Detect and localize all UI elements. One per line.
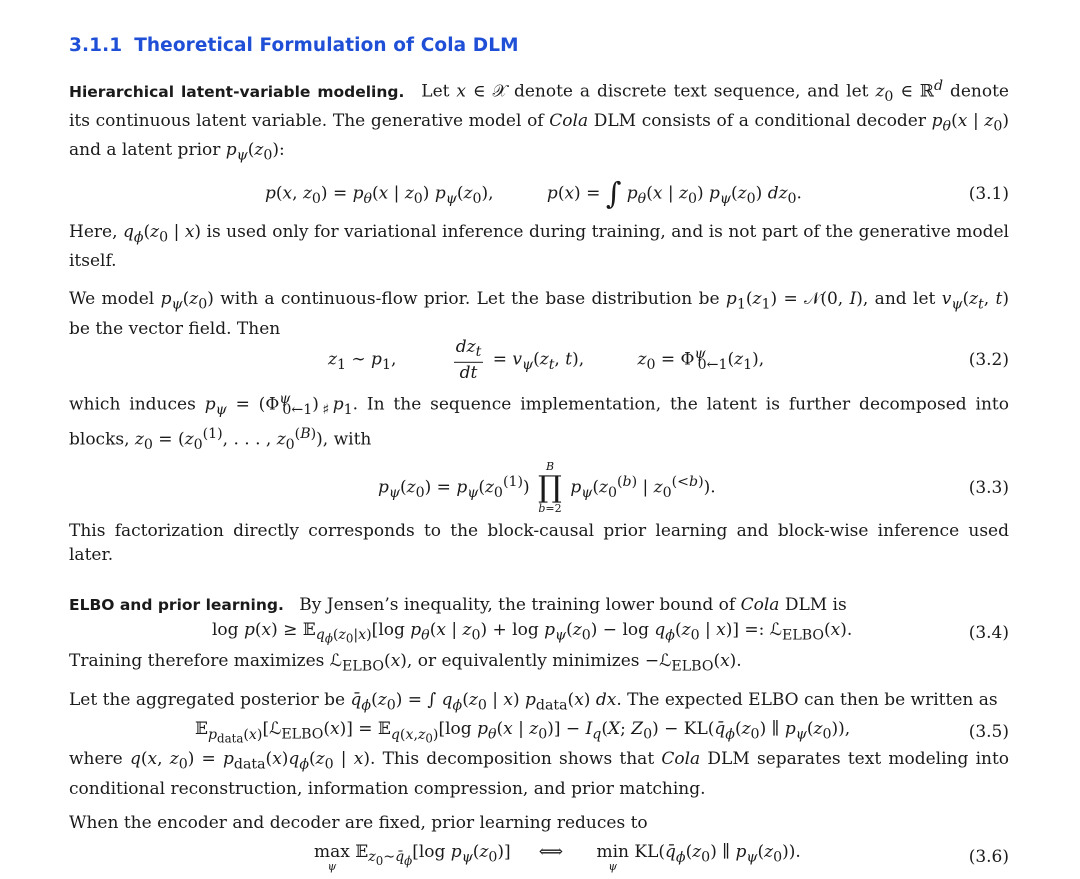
paper-page: [69, 30, 1009, 879]
paragraph-inference-note: Here, $q_\phi(z_0$ | x) is used only for variational inference during training, and is not part of the generative model itself.: [69, 221, 1009, 272]
paragraph-heading: ELBO and prior learning.: [69, 595, 284, 614]
section-title: Theoretical Formulation of Cola DLM: [134, 35, 519, 56]
equation-number: (3.5): [968, 722, 1009, 743]
equation-number: (3.3): [968, 477, 1009, 498]
equation-number: (3.1): [968, 183, 1009, 204]
paragraph-block-decomposition: which induces $p_\psi = (\Phi^\psi_{0\leftarrow 1})_♯p_1$. In the sequence implementation, the latent is further decomposed into blocks, $z_0 = (z_0^{(1)}$, . . . , $z_0^{(B)}$), with: [69, 390, 1009, 453]
paragraph-flow-prior: We model $p_\psi(z_0)$ with a continuous-flow prior. Let the base distribution be $p_1(z_1)$ = 𝒩(0, I), and let $v_\psi(z_t$, t) be the vector field. Then: [69, 289, 1010, 339]
equation-number: (3.6): [968, 846, 1009, 867]
equation-number: (3.2): [968, 349, 1009, 370]
paragraph-maximize: Training therefore maximizes ℒ$_{ELBO}$(x), or equivalently minimizes −ℒ$_{ELBO}$(x).: [69, 650, 742, 675]
equation-3-2: $z_1$ ∼ $p_1$, $\frac{dz_t}{dt}$ = $v_\psi(z_t$, t), $z_0 = \Phi^\psi_{0\leftarrow 1}(z_1)$, (3.2): [328, 336, 1009, 383]
equation-3-5: 𝔼$_{p_{data}(x)}$[ℒ$_{ELBO}$(x)] = 𝔼$_{q(x,z_0)}$[log $p_\theta(x$ | $z_0)] - I_q(X$; $Z_0$) − $KL(q̄_\phi(z_0)$ ∥ $p_\psi(z_0)$), (3.5): [195, 719, 1009, 746]
equation-3-6: max ψ 𝔼$_{z_0\sim q̄_\phi}$[log $p_\psi(z_0)$] ⟺ min ψ $KL(q̄_\phi(z_0)$ ∥ $p_\psi(z_0)$). (3.6): [314, 841, 1009, 873]
paragraph-heading: Hierarchical latent-variable modeling.: [69, 82, 405, 101]
equation-3-1: p(x, $z_0) = p_\theta(x$ | $z_0$) $p_\psi(z_0)$, p(x) = ∫ $p_\theta(x$ | $z_0$) $p_\psi(z_0)$ $dz_0$. (3.1): [265, 176, 1009, 212]
paragraph-encoder-fixed: When the encoder and decoder are fixed, prior learning reduces to: [69, 812, 648, 833]
equation-3-4: log p(x) ≥ 𝔼$_{q_\phi(z_0|x)}$[log $p_\theta(x$ | $z_0) + \log p_\psi(z_0) - \log q_\phi(z_0$ | x)] =: ℒ$_{ELBO}$(x). (3.4): [212, 619, 1009, 646]
section-heading: [69, 35, 1009, 56]
paragraph-decomposition: where q(x, $z_0) = p_{data}(x)q_\phi(z_0$ | x). This decomposition shows that Cola DLM separates text modeling into conditional reconstruction, information compression, and prior matching.: [69, 749, 1010, 799]
equation-3-3: $p_\psi(z_0) = p_\psi(z_0^{(1)})$ B ∏ b=2 $p_\psi(z_0^{(b)}$ | $z_0^{(<b)}$). (3.3): [378, 459, 1009, 515]
paragraph-aggregated-posterior: Let the aggregated posterior be $q̄_\phi(z_0)$ = ∫ $q_\phi(z_0$ | x) $p_{data}(x)$ dx. The expected ELBO can then be written as: [69, 690, 998, 714]
equation-number: (3.4): [968, 622, 1009, 643]
paragraph-factorization: This factorization directly corresponds to the block-causal prior learning and block-wise inference used later.: [69, 520, 1009, 565]
paragraph-elbo: ELBO and prior learning. By Jensen’s inequality, the training lower bound of Cola DLM is: [69, 594, 847, 615]
paragraph-hierarchical: Hierarchical latent-variable modeling. Let x ∈ 𝒳 denote a discrete text sequence, and let $z_0$ ∈ ℝ$^d$ denote its continuous latent variable. The generative model of Cola DLM consists of a conditional decoder $p_\theta(x$ | $z_0$) and a latent prior $p_\psi(z_0)$:: [69, 78, 1009, 164]
section-number: 3.1.1: [69, 35, 123, 56]
